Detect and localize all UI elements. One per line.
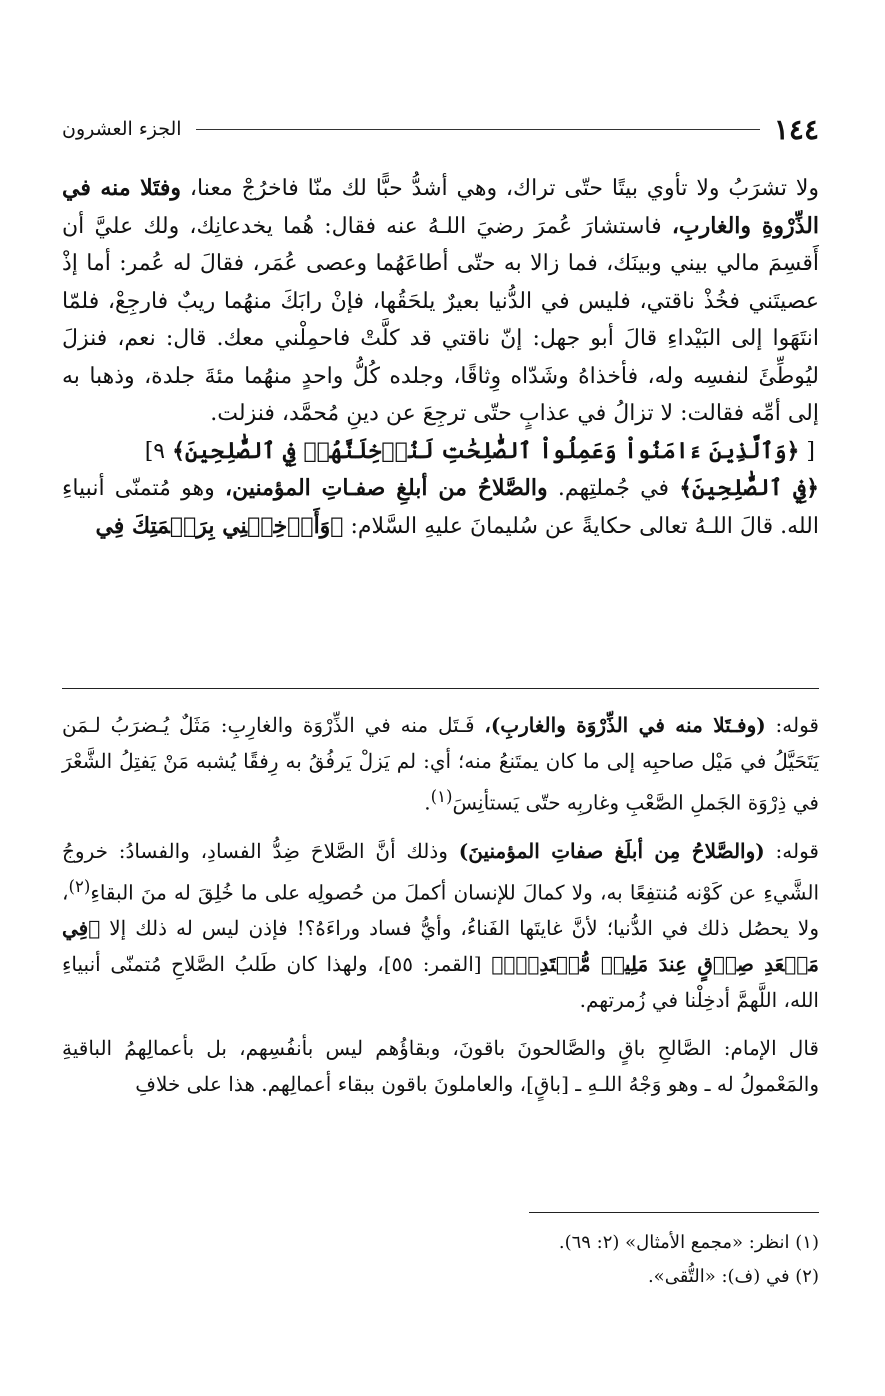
footnote-2: (٢) في (ف): «التُّقى». (647, 1266, 819, 1287)
main-paragraph-1: ولا تشرَبُ ولا تأوي بيتًا حتّى تراك، وهي أشدُّ حبًّا لك منّا فاخرُجْ معنا، وفتَلا منه في الذِّرْوةِ والغاربِ، فاستشارَ عُمرَ رضيَ اللـهُ عنه فقال: هُما يخدعانِك، ولك عليَّ أن أَقسِمَ مالي بيني وبينَك، فما زالا به حتّى أطاعَهُما وعصى عُمَر، فقالَ له عُمر: أما إذْ عصيتَني فخُذْ ناقتي، فليس في الدُّنيا بعيرٌ يلحَقُها، فإنْ رابَكَ منهُما ريبٌ فارجِعْ، فلمّا انتَهَوا إلى البَيْداءِ قالَ أبو جهل: إنّ ناقتي قد كلَّتْ فاحمِلْني معك. قال: نعم، فنزلَ ليُوطِّئَ لنفسِه وله، فأخذاهُ وشَدّاه وِثاقًا، وجلده كُلُّ واحدٍ منهُما مئةَ جلدة، وذهبا به إلى أمِّه فقالت: لا تزالُ في عذابٍ حتّى ترجِعَ عن دينِ مُحمَّد، فنزلت. (62, 175, 820, 426)
running-header (62, 112, 819, 146)
verse-citation: [القمر: ٥٥] (383, 952, 482, 977)
commentary-text (62, 707, 819, 1114)
main-paragraph-2: ﴿فِي ٱلصَّٰلِحِينَ﴾ في جُملتِهم. والصَّلاحُ من أبلغِ صفـاتِ المؤمنين، وهو مُتمنّى أنبياءِ الله. قالَ اللـهُ تعالى حكايةً عن سُليمانَ عليهِ السَّلام: ﴿وَأَدۡخِلۡنِي بِرَحۡمَتِكَ فِي (62, 475, 820, 539)
running-title: الجزء العشرون (62, 118, 182, 140)
verse-line: [ ﴿وَٱلَّذِينَ ءَامَنُواْ وَعَمِلُواْ ٱلصَّٰلِحَٰتِ لَنُدۡخِلَنَّهُمۡ فِي ٱلصَّٰلِحِينَ﴾ ٩] (144, 437, 815, 464)
footnote-ref-1: (١) (430, 787, 453, 806)
lemma: (وفـتَلا منه في الذِّرْوَة والغاربِ)، (484, 713, 766, 737)
footnote-rule (529, 1212, 819, 1213)
highlight-phrase: وفتَلا منه في الذِّرْوةِ والغاربِ، (62, 175, 819, 239)
lemma: (والصَّلاحُ مِن أبلَغ صفاتِ المؤمنينَ) (458, 838, 765, 863)
header-rule (196, 129, 760, 130)
verse-number: ٩] (144, 438, 166, 464)
main-text (62, 170, 819, 545)
commentary-paragraph-2: قوله: (والصَّلاحُ مِن أبلَغ صفاتِ المؤمنينَ) وذلك أنَّ الصَّلاحَ ضِدُّ الفسادِ، والفسادُ: خروجُ الشَّيءِ عن كَوْنه مُنتفِعًا به، ولا كمالَ للإنسان أكملَ من حُصولِه على ما خُلِقَ له منَ البقاءِ$^{(٢)}$، ولا يحصُل ذلك في الدُّنيا؛ لأنَّ غايتَها الفَناءُ، وأيُّ فساد وراءَهُ؟! فإذن ليس له ذلك إلا ﴿فِي مَقۡعَدِ صِدۡقٍ عِندَ مَلِيكٖ مُّقۡتَدِرِۭ﴾ [القمر: ٥٥]، ولهذا كان طَلبُ الصَّلاحِ مُتمنّى أنبياءِ الله، اللَّهمَّ أدخِلْنا في زُمرتهم. (62, 838, 819, 1013)
quran-quote: ﴿فِي مَقۡعَدِ صِدۡقٍ عِندَ مَلِيكٖ مُّقۡتَدِرِۭ﴾ (62, 916, 819, 977)
quran-quote: ﴿وَأَدۡخِلۡنِي بِرَحۡمَتِكَ فِي (95, 512, 344, 539)
commentary-paragraph-3: قال الإمام: الصَّالحِ باقٍ والصَّالحونَ باقونَ، وبقاؤُهم ليس بأنفُسِهم، بل بأعمالِهمُ الباقيةِ والمَعْمولُ له ـ وهو وَجْهُ اللـهِ ـ [باقٍ]، والعاملونَ باقون ببقاء أعمالِهم. هذا على خلافِ (62, 1036, 819, 1097)
quran-verse: ﴿وَٱلَّذِينَ ءَامَنُواْ وَعَمِلُواْ ٱلصَّٰلِحَٰتِ لَنُدۡخِلَنَّهُمۡ فِي ٱلصَّٰلِحِينَ﴾ (172, 437, 800, 464)
footnotes (62, 1226, 819, 1294)
page-number: ١٤٤ (773, 112, 819, 146)
commentary-divider (62, 688, 819, 689)
footnote-1: (١) انظر: «مجمع الأمثال» (٢: ٦٩). (558, 1232, 819, 1253)
commentary-paragraph-1: قوله: (وفـتَلا منه في الذِّرْوَة والغاربِ)، فَـتَل منه في الذِّرْوَة والغارِبِ: مَثَلٌ يُـضرَبُ لـمَن يَتَحَيَّلُ في مَيْل صاحبِه إلى ما كان يمتَنعُ منه؛ أي: لم يَزلْ يَرفُقُ به رِفقًا يُشبه مَنْ يَفتِلُ الشَّعْرَ في ذِرْوَة الجَملِ الصَّعْبِ وغاربِه حتّى يَستأنِسَ$^{(١)}$. (62, 713, 819, 815)
footnote-ref-2: (٢) (68, 876, 91, 896)
quran-quote: ﴿فِي ٱلصَّٰلِحِينَ﴾ (679, 475, 820, 501)
highlight-phrase: والصَّلاحُ من أبلغِ صفـاتِ المؤمنين، (224, 475, 548, 501)
